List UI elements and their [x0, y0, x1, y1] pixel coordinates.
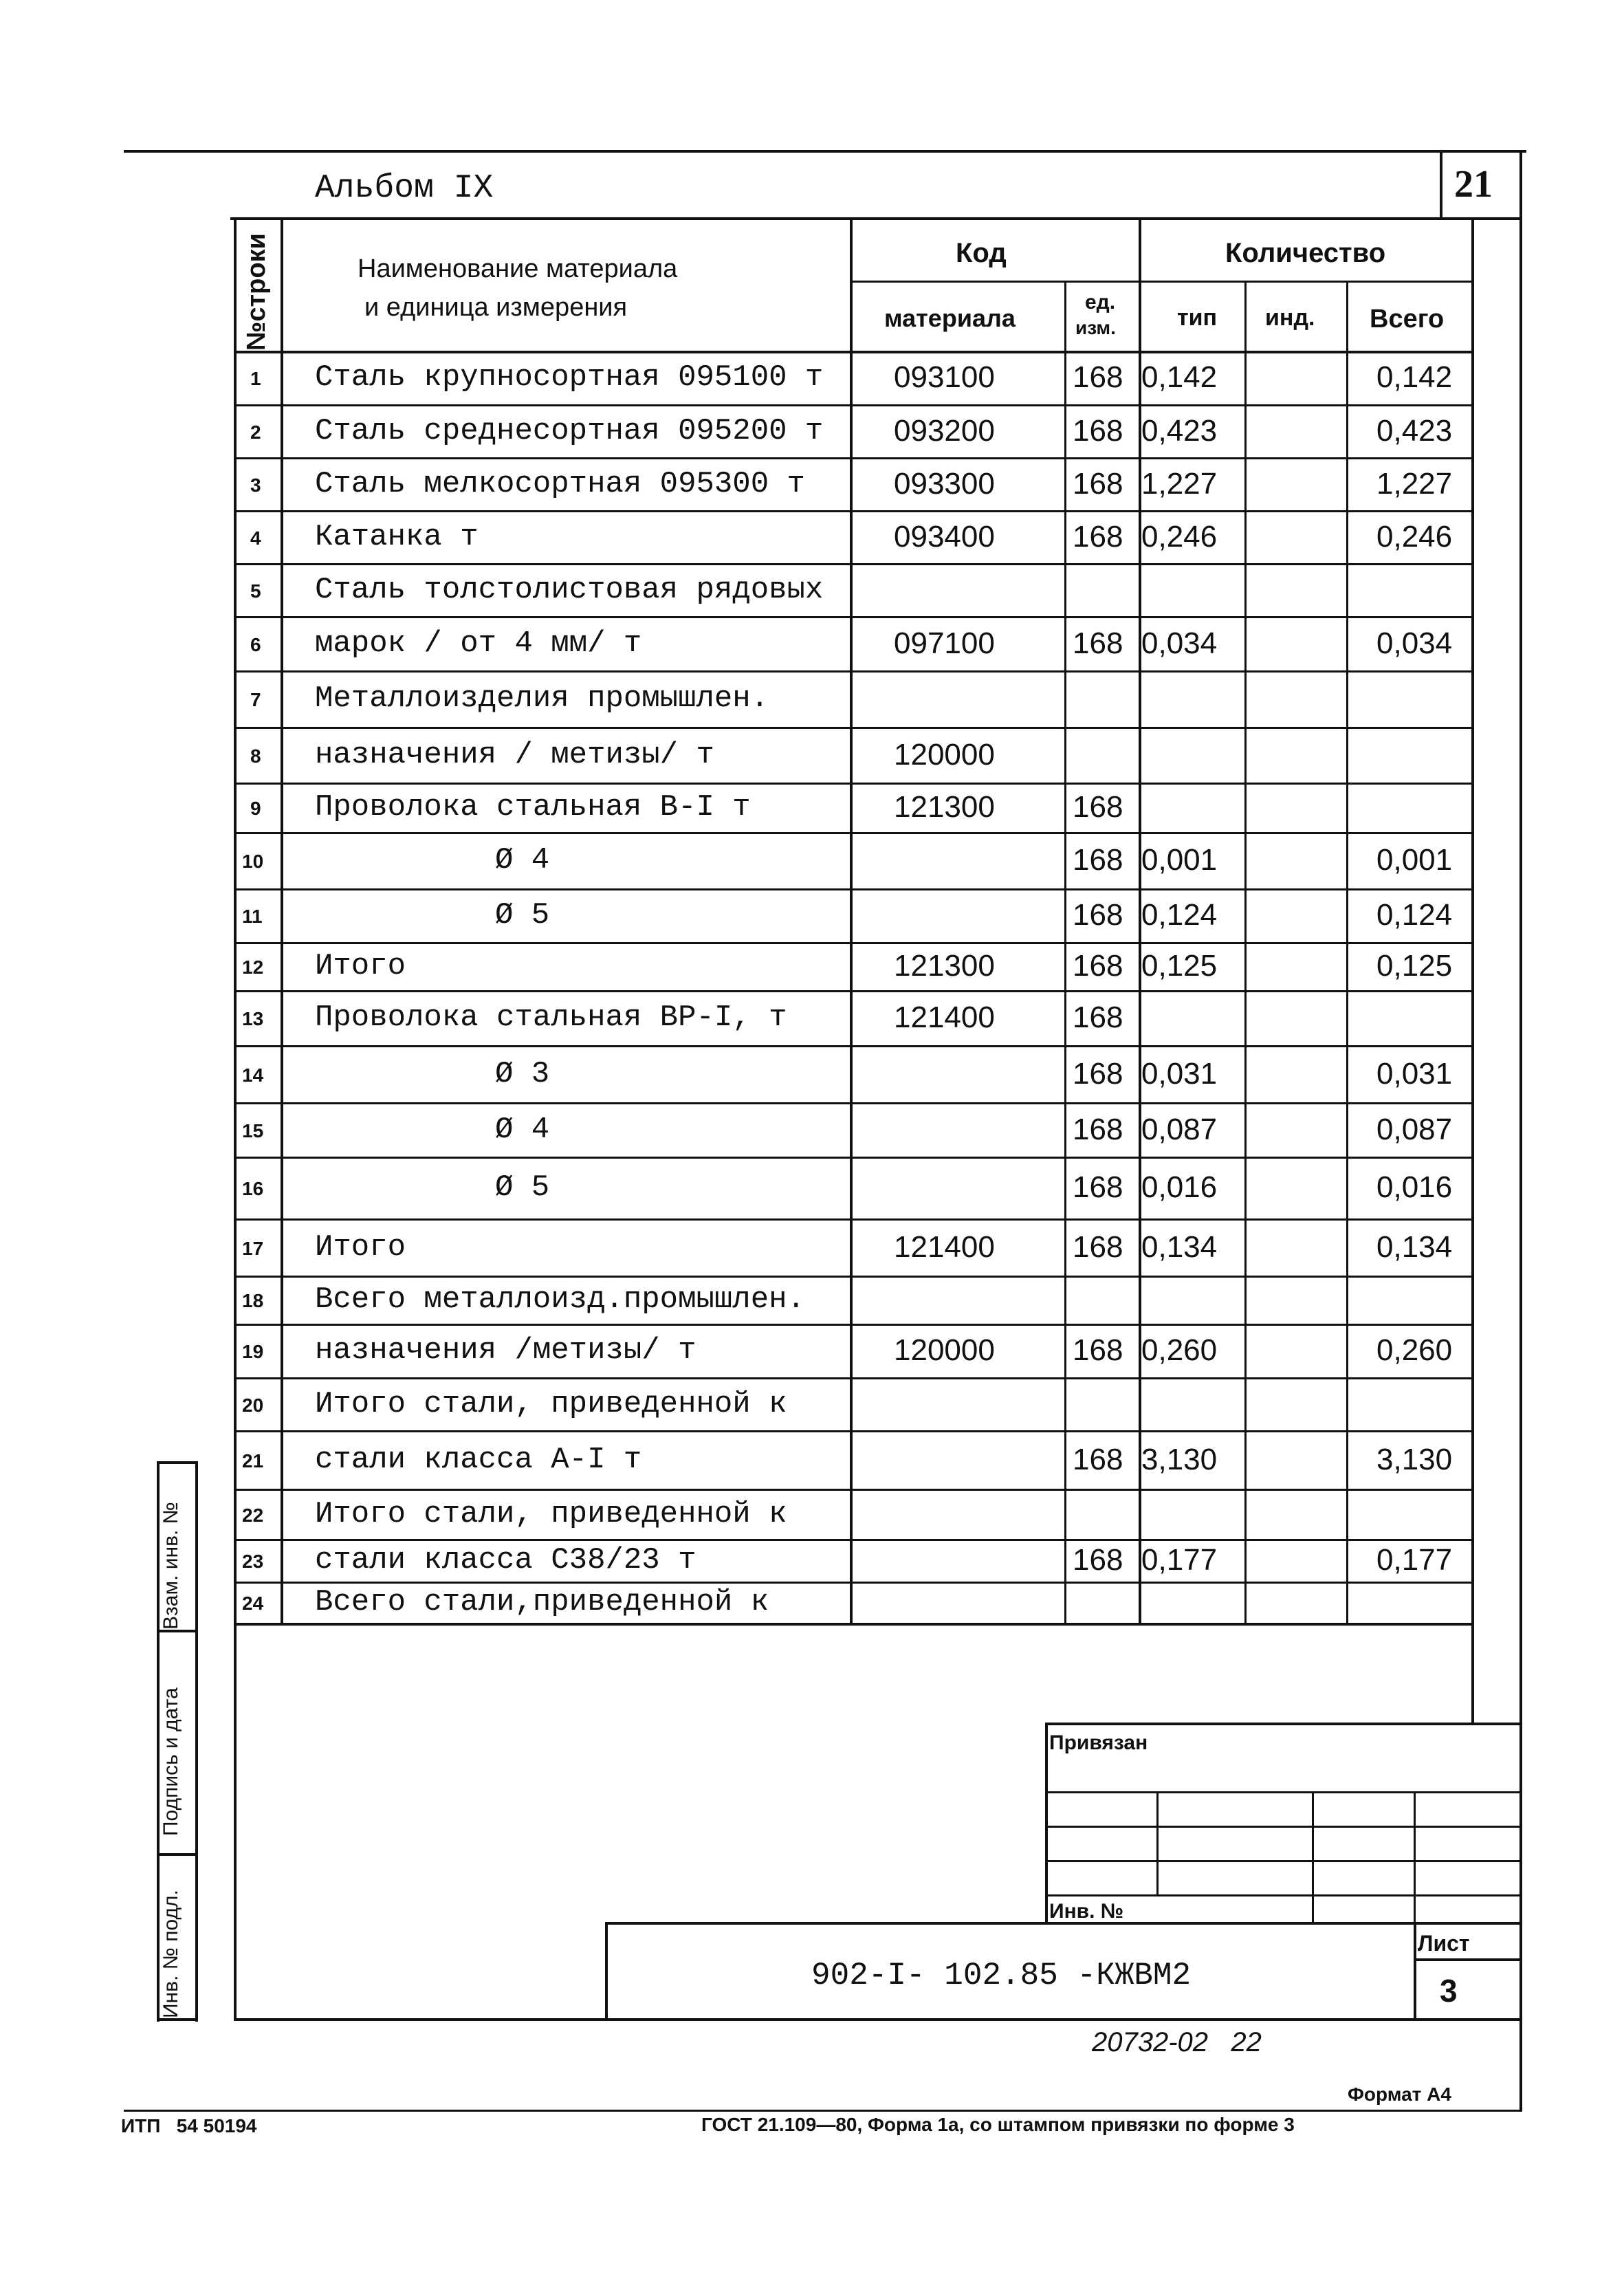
row-line — [234, 1045, 1471, 1047]
row-line — [234, 670, 1471, 673]
row-number: 8 — [250, 745, 261, 767]
side-strip-left — [157, 1461, 160, 2022]
row-number: 19 — [242, 1341, 264, 1362]
bottom-frame — [234, 2018, 1522, 2021]
row-line — [234, 888, 1471, 890]
sheet-box-div — [1414, 1958, 1521, 1961]
qty-type: 0,134 — [1141, 1230, 1218, 1264]
material-name: назначения / метизы/ т — [315, 738, 714, 772]
album-title: Альбом IX — [315, 170, 494, 207]
material-name: Металлоизделия промышлен. — [315, 681, 769, 716]
row-line — [234, 1539, 1471, 1541]
stamp-col-1 — [1156, 1791, 1159, 1894]
header-quantity: Количество — [1225, 238, 1386, 268]
material-name: Катанка т — [315, 520, 479, 554]
col-line-b — [281, 217, 283, 1623]
row-line — [234, 1489, 1471, 1491]
row-line — [234, 1377, 1471, 1379]
unit-code: 168 — [1073, 1333, 1123, 1367]
material-name: Ø 5 — [495, 898, 550, 932]
row-line — [234, 1582, 1471, 1584]
material-code: 120000 — [894, 1333, 995, 1367]
row-number: 18 — [242, 1290, 264, 1311]
qty-type: 1,227 — [1141, 467, 1218, 501]
row-line — [234, 990, 1471, 992]
material-name: Ø 5 — [495, 1170, 550, 1205]
material-name: Ø 4 — [495, 1113, 550, 1147]
qty-total: 0,087 — [1376, 1113, 1453, 1146]
header-name-line2: и единица измерения — [364, 293, 628, 322]
row-line — [234, 457, 1471, 459]
row-line — [234, 1157, 1471, 1159]
material-name: Всего металлоизд.промышлен. — [315, 1282, 805, 1317]
unit-code: 168 — [1073, 1230, 1123, 1264]
row-line — [234, 510, 1471, 512]
footer-left: ИТП 54 50194 — [121, 2115, 257, 2136]
header-mid-line — [850, 281, 1471, 283]
material-name: Сталь крупносортная 095100 т — [315, 360, 824, 395]
title-block-top — [605, 1922, 1521, 1925]
unit-code: 168 — [1073, 1543, 1123, 1577]
qty-type: 0,016 — [1141, 1170, 1218, 1204]
qty-total: 0,177 — [1376, 1543, 1453, 1577]
row-number: 1 — [250, 368, 261, 389]
row-number: 11 — [242, 906, 263, 927]
header-row-no: №строки — [242, 233, 271, 351]
qty-type: 0,125 — [1141, 949, 1218, 983]
header-code-material: материала — [884, 304, 1016, 332]
row-line — [234, 783, 1471, 785]
material-name: Проволока стальная ВР-I, т — [315, 1001, 787, 1035]
under-stamp-text: 20732-02 22 — [1092, 2027, 1262, 2057]
side-strip-div2 — [157, 1853, 198, 1856]
side-label-inv-podl: Инв. № подл. — [160, 1890, 182, 2018]
unit-code: 168 — [1073, 520, 1123, 554]
stamp-line-4 — [1045, 1894, 1521, 1896]
stamp-top — [1045, 1723, 1521, 1725]
material-code: 121400 — [894, 1001, 995, 1034]
unit-code: 168 — [1073, 790, 1123, 824]
row-number: 4 — [250, 527, 261, 549]
header-top-line — [234, 217, 1471, 220]
header-name-line1: Наименование материала — [358, 254, 678, 283]
header-code: Код — [956, 238, 1007, 268]
qty-type: 0,034 — [1141, 626, 1218, 660]
material-code: 093400 — [894, 520, 995, 554]
unit-code: 168 — [1073, 843, 1123, 877]
row-number: 13 — [242, 1008, 264, 1029]
row-number: 2 — [250, 422, 261, 443]
title-block-left — [605, 1922, 608, 2020]
material-name: Ø 3 — [495, 1057, 550, 1091]
material-name: назначения /метизы/ т — [315, 1333, 696, 1368]
qty-total: 3,130 — [1376, 1443, 1453, 1476]
material-code: 120000 — [894, 738, 995, 772]
row-number: 24 — [242, 1593, 264, 1614]
row-number: 16 — [242, 1178, 264, 1199]
qty-total: 0,125 — [1376, 949, 1453, 983]
material-name: Сталь среднесортная 095200 т — [315, 414, 824, 448]
unit-code: 168 — [1073, 467, 1123, 501]
qty-type: 0,246 — [1141, 520, 1218, 554]
qty-total: 0,260 — [1376, 1333, 1453, 1367]
material-name: Итого стали, приведенной к — [315, 1497, 787, 1531]
side-strip-top — [157, 1461, 198, 1464]
qty-total: 0,246 — [1376, 520, 1453, 554]
side-strip-bottom — [157, 2018, 198, 2021]
stamp-col-3 — [1414, 1791, 1416, 1922]
unit-code: 168 — [1073, 898, 1123, 932]
material-code: 093300 — [894, 467, 995, 501]
row-number: 14 — [242, 1064, 264, 1086]
qty-type: 0,260 — [1141, 1333, 1218, 1367]
col-line-d — [1064, 281, 1066, 1623]
unit-code: 168 — [1073, 1170, 1123, 1204]
header-qty-ind: инд. — [1265, 305, 1315, 331]
qty-total: 0,031 — [1376, 1057, 1453, 1091]
header-unit-line1: ед. — [1085, 291, 1116, 314]
pagebox-left — [1440, 150, 1442, 219]
row-line — [234, 832, 1471, 834]
stamp-line-3 — [1045, 1860, 1521, 1862]
qty-total: 0,124 — [1376, 898, 1453, 932]
row-number: 20 — [242, 1395, 264, 1416]
side-strip-div1 — [157, 1630, 198, 1632]
qty-total: 0,423 — [1376, 414, 1453, 448]
row-number: 12 — [242, 956, 264, 978]
stamp-sheet-label: Лист — [1418, 1931, 1470, 1956]
stamp-line-2 — [1045, 1826, 1521, 1828]
qty-type: 0,142 — [1141, 360, 1218, 394]
unit-code: 168 — [1073, 1001, 1123, 1034]
stamp-line-1 — [1045, 1791, 1521, 1793]
qty-type: 0,124 — [1141, 898, 1218, 932]
material-name: Итого стали, приведенной к — [315, 1387, 787, 1421]
unit-code: 168 — [1073, 626, 1123, 660]
top-rule — [124, 150, 1526, 153]
row-line — [234, 1430, 1471, 1432]
row-line — [234, 404, 1471, 406]
footer-gost: ГОСТ 21.109—80, Форма 1а, со штампом привязки по форме 3 — [701, 2114, 1295, 2135]
frame-right — [1519, 150, 1522, 2110]
stamp-sheet-no: 3 — [1440, 1973, 1458, 2009]
footer-format: Формат А4 — [1348, 2084, 1451, 2105]
header-unit-line2: изм. — [1075, 317, 1116, 338]
col-line-c — [850, 217, 853, 1623]
qty-total: 0,134 — [1376, 1230, 1453, 1264]
unit-code: 168 — [1073, 360, 1123, 394]
row-number: 9 — [250, 798, 261, 819]
row-number: 7 — [250, 689, 261, 710]
stamp-inv-no: Инв. № — [1049, 1900, 1124, 1923]
row-number: 6 — [250, 634, 261, 655]
header-bottom-line — [234, 351, 1471, 353]
row-line — [234, 616, 1471, 618]
header-qty-total: Всего — [1370, 305, 1445, 334]
qty-type: 0,423 — [1141, 414, 1218, 448]
col-line-a — [234, 217, 237, 1623]
material-name: Всего стали,приведенной к — [315, 1585, 769, 1619]
row-line — [234, 1324, 1471, 1326]
unit-code: 168 — [1073, 1113, 1123, 1146]
row-number: 21 — [242, 1450, 264, 1472]
row-line — [234, 942, 1471, 944]
row-number: 22 — [242, 1505, 264, 1526]
footer-rule — [124, 2110, 1522, 2112]
row-line — [234, 1218, 1471, 1221]
table-bottom-line — [234, 1623, 1471, 1626]
row-number: 23 — [242, 1551, 264, 1572]
material-name: стали класса А-I т — [315, 1443, 642, 1477]
qty-type: 3,130 — [1141, 1443, 1218, 1476]
unit-code: 168 — [1073, 1057, 1123, 1091]
material-code: 121300 — [894, 949, 995, 983]
qty-type: 0,031 — [1141, 1057, 1218, 1091]
qty-total: 0,016 — [1376, 1170, 1453, 1204]
row-line — [234, 1102, 1471, 1104]
material-code: 093100 — [894, 360, 995, 394]
qty-type: 0,001 — [1141, 843, 1218, 877]
row-number: 5 — [250, 580, 261, 602]
side-strip-mid — [195, 1461, 198, 2022]
material-code: 093200 — [894, 414, 995, 448]
col-line-g — [1346, 281, 1348, 1623]
header-qty-type: тип — [1177, 305, 1218, 331]
sheet-box-left — [1414, 1922, 1416, 2020]
material-name: Проволока стальная В-I т — [315, 790, 751, 824]
qty-total: 0,142 — [1376, 360, 1453, 394]
material-code: 121300 — [894, 790, 995, 824]
row-line — [234, 1276, 1471, 1278]
material-name: Итого — [315, 949, 406, 983]
row-number: 17 — [242, 1238, 264, 1259]
unit-code: 168 — [1073, 949, 1123, 983]
row-line — [234, 727, 1471, 729]
material-name: Ø 4 — [495, 843, 550, 877]
stamp-doc-code: 902-I- 102.85 -КЖВМ2 — [811, 1958, 1192, 1993]
qty-type: 0,177 — [1141, 1543, 1218, 1577]
row-number: 3 — [250, 474, 261, 496]
row-number: 15 — [242, 1120, 264, 1141]
qty-type: 0,087 — [1141, 1113, 1218, 1146]
stamp-left — [1045, 1723, 1048, 1922]
stamp-col-2 — [1312, 1791, 1314, 1922]
side-label-podpis: Подпись и дата — [160, 1687, 182, 1836]
unit-code: 168 — [1073, 414, 1123, 448]
side-label-vzam: Взам. инв. № — [160, 1502, 182, 1630]
qty-total: 0,034 — [1376, 626, 1453, 660]
material-code: 097100 — [894, 626, 995, 660]
material-code: 121400 — [894, 1230, 995, 1264]
stamp-privyazan: Привязан — [1049, 1731, 1148, 1754]
unit-code: 168 — [1073, 1443, 1123, 1476]
material-name: Сталь мелкосортная 095300 т — [315, 467, 805, 501]
material-name: Сталь толстолистовая рядовых — [315, 573, 824, 607]
qty-total: 1,227 — [1376, 467, 1453, 501]
row-line — [234, 563, 1471, 565]
page-number: 21 — [1454, 163, 1493, 206]
material-name: Итого — [315, 1230, 406, 1265]
col-line-h — [1471, 217, 1474, 1723]
col-line-f — [1244, 281, 1247, 1623]
row-number: 10 — [242, 851, 264, 872]
material-name: стали класса С38/23 т — [315, 1543, 696, 1577]
material-name: марок / от 4 мм/ т — [315, 626, 642, 661]
qty-total: 0,001 — [1376, 843, 1453, 877]
